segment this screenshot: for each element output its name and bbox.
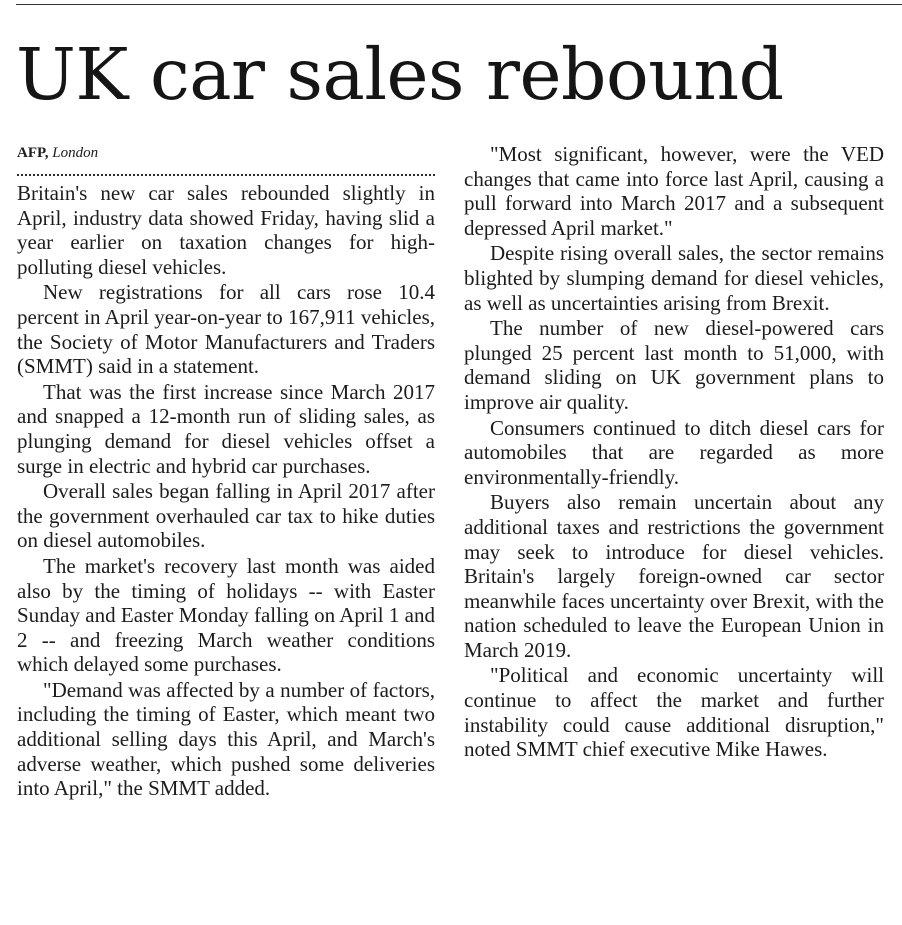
dotted-separator [17, 174, 435, 176]
byline-agency: AFP, [17, 145, 49, 161]
paragraph: "Demand was affected by a number of factors, including the timing of Easter, which meant two additional selling days this April, and March's adverse weather, which pushed some deliveries into April," the SMMT added. [17, 677, 435, 801]
left-column [17, 142, 435, 802]
paragraph: "Most significant, however, were the VED changes that came into force last April, causing a pull forward into March 2017 and a subsequent depressed April market." [464, 142, 884, 240]
paragraph: Britain's new car sales rebounded slightly in April, industry data showed Friday, having slid a year earlier on taxation changes for high-polluting diesel vehicles. [17, 181, 435, 279]
paragraph: That was the first increase since March 2017 and snapped a 12-month run of sliding sales, as plunging demand for diesel vehicles offset a surge in electric and hybrid car purchases. [17, 379, 435, 478]
headline: UK car sales rebound [16, 33, 784, 116]
paragraph: Buyers also remain uncertain about any additional taxes and restrictions the government may seek to introduce for diesel vehicles. Britain's largely foreign-owned car sector meanwhile faces uncertainty over Brexit, with the nation scheduled to leave the European Union in March 2019. [464, 490, 884, 662]
paragraph: The number of new diesel-powered cars plunged 25 percent last month to 51,000, with demand sliding on UK government plans to improve air quality. [464, 316, 884, 414]
paragraph: The market's recovery last month was aided also by the timing of holidays -- with Easter Sunday and Easter Monday falling on April 1 and 2 -- and freezing March weather conditions which delayed some purchases. [17, 553, 435, 677]
paragraph: Despite rising overall sales, the sector remains blighted by slumping demand for diesel vehicles, as well as uncertainties arising from Brexit. [464, 241, 884, 315]
right-column [464, 142, 884, 763]
byline-place: London [52, 145, 99, 161]
paragraph: "Political and economic uncertainty will continue to affect the market and further instability could cause additional disruption," noted SMMT chief executive Mike Hawes. [464, 663, 884, 762]
top-rule [16, 4, 902, 5]
paragraph: Overall sales began falling in April 2017 after the government overhauled car tax to hike duties on diesel automobiles. [17, 479, 435, 553]
paragraph: Consumers continued to ditch diesel cars for automobiles that are regarded as more environmentally-friendly. [464, 415, 884, 489]
byline [17, 142, 435, 164]
paragraph: New registrations for all cars rose 10.4 percent in April year-on-year to 167,911 vehicles, the Society of Motor Manufacturers and Traders (SMMT) said in a statement. [17, 280, 435, 379]
